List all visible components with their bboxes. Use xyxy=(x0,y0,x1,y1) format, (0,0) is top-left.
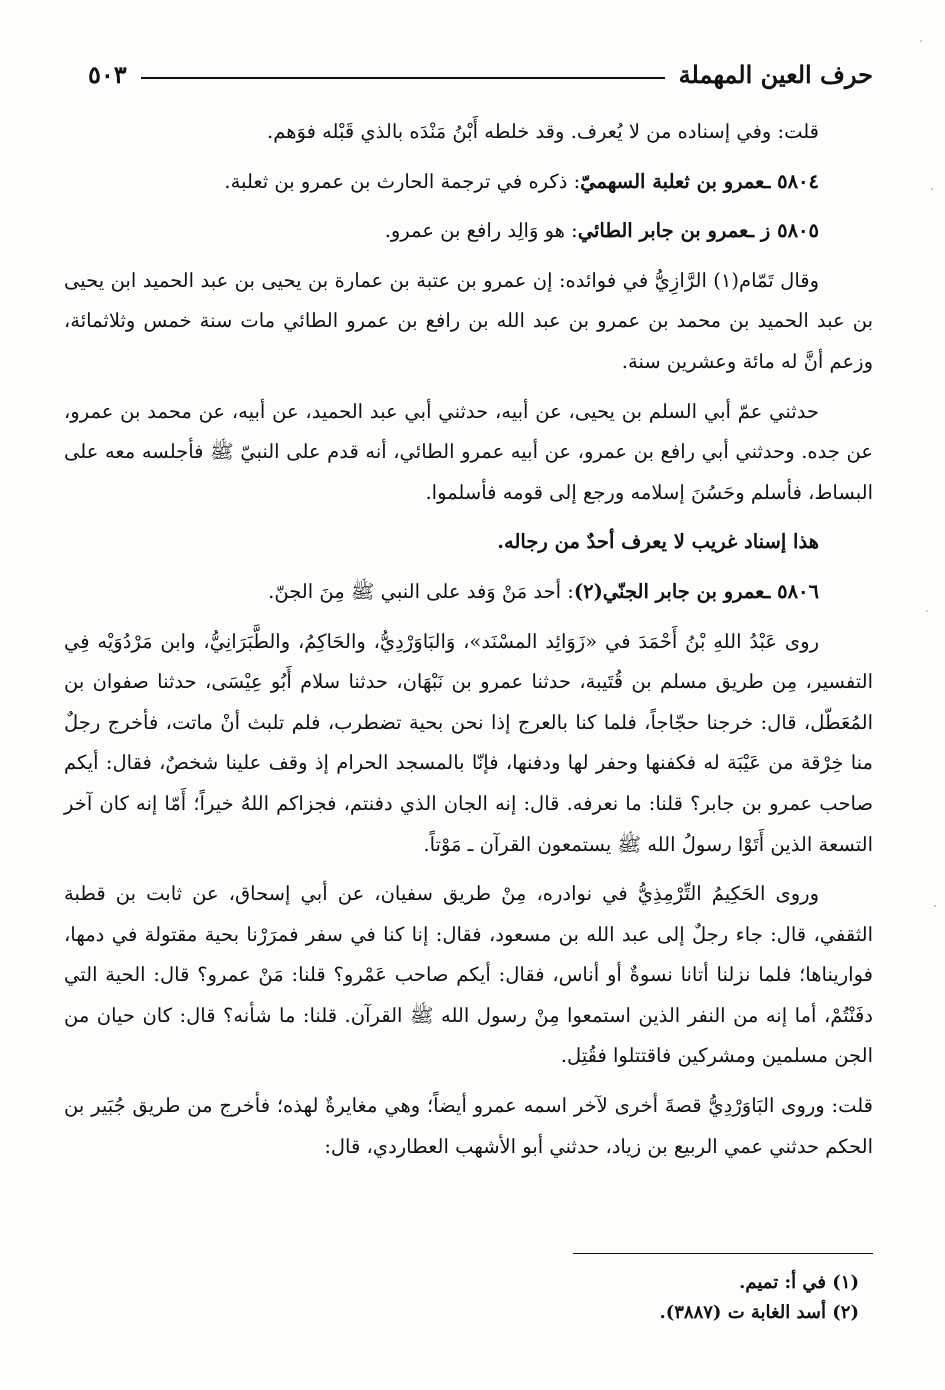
footnotes xyxy=(64,1268,859,1328)
footnote-rule xyxy=(573,1253,873,1254)
entry-number: ٥٨٠٦ ـ xyxy=(764,579,819,603)
entry-text: : ذكره في ترجمة الحارث بن عمرو بن ثعلبة. xyxy=(224,169,581,193)
paragraph xyxy=(64,522,873,563)
paragraph-text: وروى الحَكِيمُ التِّرْمِذِيُّ في نوادره، مِنْ طريق سفيان، عن أبي إسحاق، عن ثابت بن قطبة الثقفي، قال: جاء رجلٌ إلى عبد الله بن مسعود، فقال: إنا كنا في سفر فمرَرْنا بحية مقتولة في دمها، فواريناها؛ فلما نزلنا أتانا نسوةٌ أو أناس، فقال: أيكم صاحب عَمْرو؟ قلنا: مَنْ عمرو؟ قال: الحية التي دفَنْتُمْ، أما إنه من النفر الذين استمعوا مِنْ رسول الله ﷺ القرآن. قلنا: ما شأنه؟ قال: كان حيان من الجن مسلمين ومشركين فاقتتلوا فقُتِل. xyxy=(64,882,873,1068)
header-rule xyxy=(141,77,665,79)
paragraph xyxy=(64,112,873,153)
footnote: (٢) أسد الغابة ت (٣٨٨٧). xyxy=(659,1302,859,1323)
paragraph-text: قلت: وروى البَاوَرْدِيُّ قصةَ أخرى لآخر اسمه عمرو أيضاً؛ وهي مغايرةٌ لهذه؛ فأخرج من طريق جُبَير بن الحكم حدثني عمي الربيع بن زياد، حدثني أبو الأشهب العطاردي، قال: xyxy=(64,1094,873,1158)
paragraph-text: وقال تَمّام(١) الرَّازِيُّ في فوائده: إن عمرو بن عتبة بن عمارة بن يحيى بن عبد الحميد ابن يحيى بن عبد الحميد بن محمد بن عمرو بن عبد الله بن رافع بن عمرو الطائي مات سنة خمس وثلاثمائة، وزعم أنَّ له مائة وعشرين سنة. xyxy=(64,268,873,373)
paragraph-text: روى عَبْدُ اللهِ بْنُ أَحْمَدَ في «زَوَائِد المسْنَد»، وَالبَاوَرْدِيُّ، والحَاكِمُ، والطَّبَرَانِيُّ، وابن مَرْدُوَيْه فِي التفسير، مِن طريق مسلم بن قُتَيبة، حدثنا عمرو بن نَبْهَان، حدثنا سلام أَبُو عِيْسَى، حدثنا صفوان بن المُعَطّل، قال: خرجنا حجّاجاً، فلما كنا بالعرج إذا نحن بحية تضطرب، فلم تلبث أنْ ماتت، فأخرج رجلٌ منا خِرْقة من عَيْبَة له فكفنها وحفر لها ودفنها، فإنّا بالمسجد الحرام إذ وقف علينا شخصٌ، فقال: أيكم صاحب عمرو بن جابر؟ قلنا: ما نعرفه. قال: إنه الجان الذي دفنتم، فجزاكم اللهُ خيراً؛ أَمّا إنه كان آخر التسعة الذين أَتَوْا رسولُ الله ﷺ يستمعون القرآن ـ مَوْتاً. xyxy=(64,629,873,856)
entry-paragraph xyxy=(64,162,873,203)
scan-speck xyxy=(926,610,928,612)
entry-number: ٥٨٠٤ ـ xyxy=(764,169,819,193)
entry-text: : هو وَالِد رافع بن عمرو. xyxy=(384,219,578,243)
paragraph-text: هذا إسناد غريب لا يعرف أحدٌ من رجاله. xyxy=(497,530,819,554)
paragraph-text: حدثني عمّ أبي السلم بن يحيى، عن أبيه، حدثني أبي عبد الحميد، عن أبيه، عن محمد بن عمرو، عن جده. وحدثني أبي رافع بن عمرو، عن أبيه عمرو الطائي، أنه قدم على النبيّ ﷺ فأجلسه معه على البساط، فأسلم وحَسُنَ إسلامه ورجع إلى قومه فأسلموا. xyxy=(64,399,873,504)
body-text xyxy=(64,112,873,1176)
paragraph-text: قلت: وفي إسناده من لا يُعرف. وقد خلطه أَبْنُ مَنْدَه بالذي قَبْله فوَهم. xyxy=(267,120,819,143)
paragraph xyxy=(64,1086,873,1167)
page-number: ٥٠٣ xyxy=(88,59,127,89)
entry-paragraph xyxy=(64,211,873,252)
scan-speck xyxy=(931,188,933,190)
entry-name: عمرو بن ثعلبة السهميّ xyxy=(580,169,765,193)
chapter-title: حرف العين المهملة xyxy=(678,59,873,89)
paragraph xyxy=(64,392,873,514)
entry-name: عمرو بن جابر الجنّي(٢) xyxy=(573,579,765,603)
scan-speck xyxy=(920,40,922,42)
paragraph xyxy=(64,622,873,866)
page-header xyxy=(88,56,873,92)
paragraph xyxy=(64,261,873,383)
entry-number: ٥٨٠٥ ز ـ xyxy=(748,219,819,243)
scan-speck xyxy=(934,905,936,907)
paragraph xyxy=(64,874,873,1077)
footnote: (١) في أ: تميم. xyxy=(739,1272,859,1293)
entry-paragraph xyxy=(64,572,873,613)
entry-text: : أحد مَنْ وَفد على النبي ﷺ مِنَ الجنّ. xyxy=(268,579,574,603)
entry-name: عمرو بن جابر الطائي xyxy=(577,219,749,243)
